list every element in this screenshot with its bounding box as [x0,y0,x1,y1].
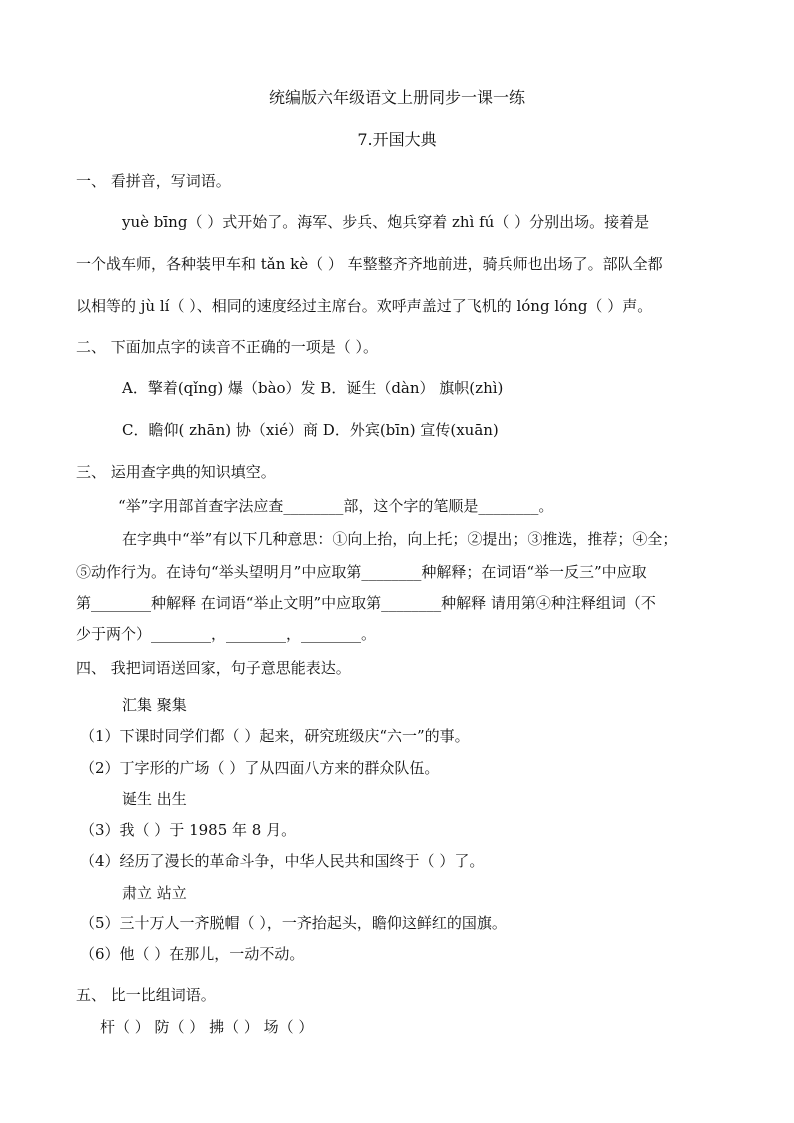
sentence-4: （4）经历了漫长的革命斗争，中华人民共和国终于（ ）了。 [80,852,485,870]
section-2-options-ab: A．擎着(qǐng) 爆（bào）发 B．诞生（dàn） 旗帜(zhì) [122,379,504,397]
section-4-heading: 四、 我把词语送回家，句子意思能表达。 [76,659,351,677]
section-2-heading: 二、 下面加点字的读音不正确的一项是（ ）。 [76,338,379,356]
section-1-heading: 一、 看拼音，写词语。 [76,172,231,190]
sentence-6: （6）他（ ）在那儿，一动不动。 [80,945,305,963]
sentence-5: （5）三十万人一齐脱帽（ ），一齐抬起头，瞻仰这鲜红的国旗。 [80,914,507,932]
word-group-1: 汇集 聚集 [122,696,187,714]
word-group-3: 肃立 站立 [122,884,187,902]
doc-subtitle: 7.开国大典 [357,130,437,149]
section-5-word-row: 杆（ ） 防（ ） 拂（ ） 场（ ） [100,1018,314,1036]
sentence-2: （2）丁字形的广场（ ）了从四面八方来的群众队伍。 [80,759,440,777]
section-5-heading: 五、 比一比组词语。 [76,986,216,1004]
section-1-line-1: yuè bīng（ ）式开始了。海军、步兵、炮兵穿着 zhì fú（ ）分别出场。接着是 [122,213,650,231]
section-3-line-5: 少于两个）________，________，________。 [76,625,377,643]
section-1-line-3: 以相等的 jù lí（ ）、相同的速度经过主席台。欢呼声盖过了飞机的 lóng lóng（ ）声。 [76,297,653,315]
section-2-options-cd: C．瞻仰( zhān) 协（xié）商 D．外宾(bīn) 宣传(xuān) [122,421,499,439]
doc-title: 统编版六年级语文上册同步一课一练 [268,88,525,107]
section-3-line-1: “举”字用部首查字法应查________部，这个字的笔顺是________。 [118,497,554,515]
section-3-line-3: ⑤动作行为。在诗句“举头望明月”中应取第________种解释；在词语“举一反三”中应取 [76,563,647,581]
sentence-3: （3）我（ ）于 1985 年 8 月。 [80,821,297,839]
section-3-line-4: 第________种解释 在词语“举止文明”中应取第________种解释 请用第④种注释组词（不 [76,594,656,612]
word-group-2: 诞生 出生 [122,790,187,808]
section-3-line-2: 在字典中“举”有以下几种意思：①向上抬，向上托；②提出；③推选，推荐；④全； [122,530,678,548]
section-3-heading: 三、 运用查字典的知识填空。 [76,463,276,481]
section-1-line-2: 一个战车师，各种装甲车和 tǎn kè（ ） 车整整齐齐地前进，骑兵师也出场了。部队全都 [76,255,663,273]
sentence-1: （1）下课时同学们都（ ）起来，研究班级庆“六一”的事。 [80,727,470,745]
